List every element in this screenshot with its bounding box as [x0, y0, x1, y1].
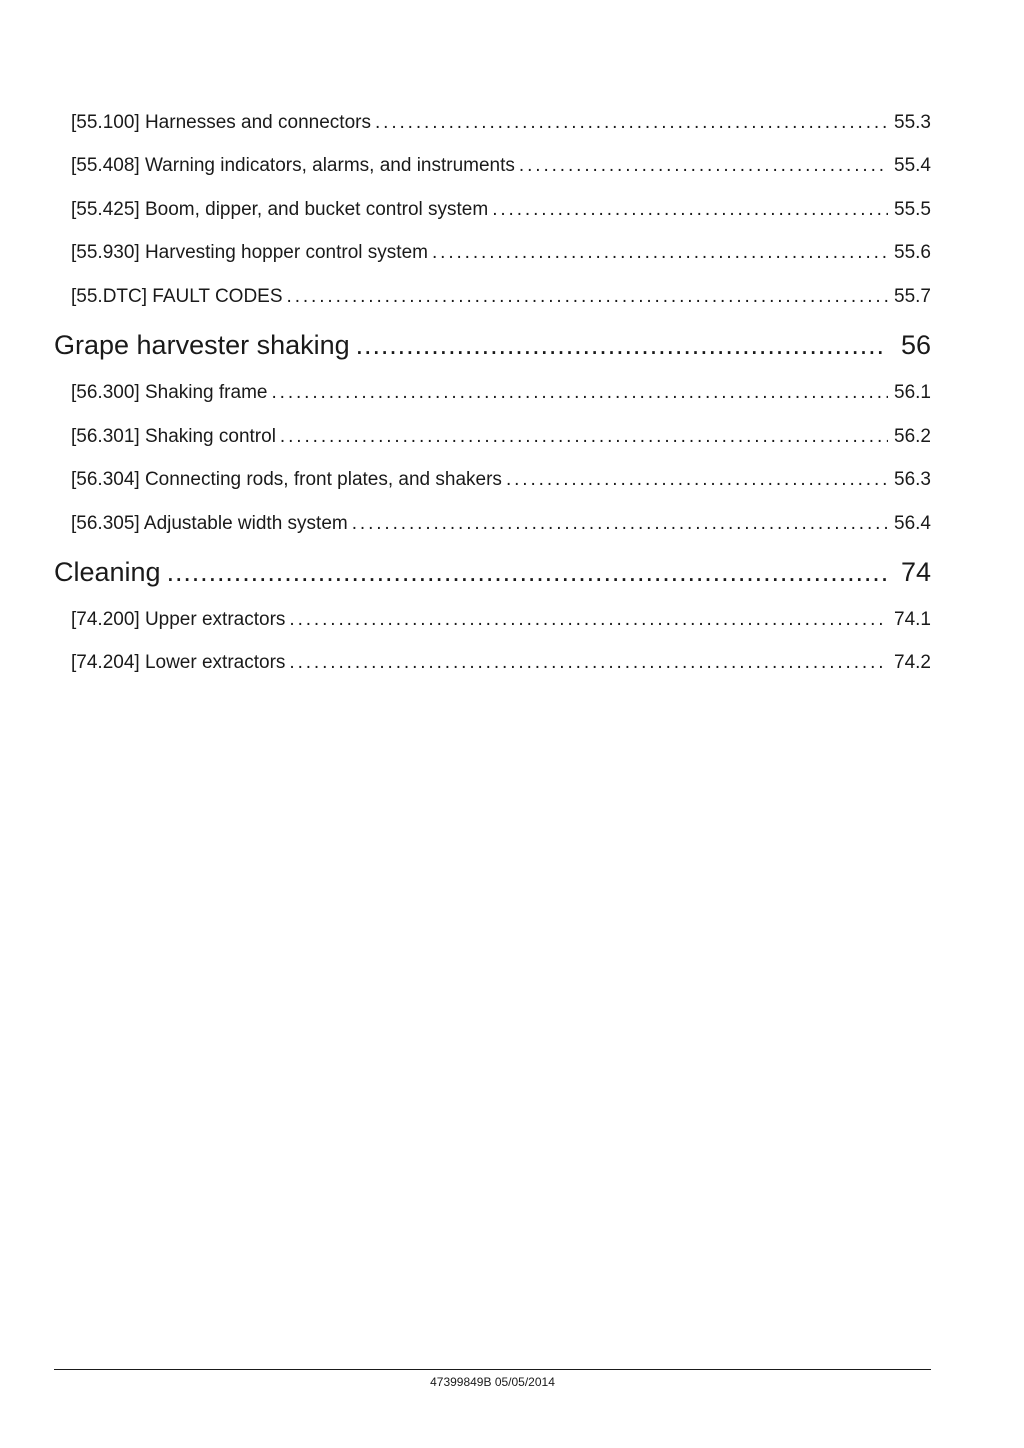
toc-chapter-grape-harvester-shaking[interactable]	[54, 330, 931, 366]
toc-entry-page: 55.6	[894, 242, 931, 263]
dot-leader	[352, 513, 888, 535]
footer-document-id: 47399849B 05/05/2014	[430, 1375, 555, 1389]
dot-leader	[287, 286, 889, 308]
dot-leader	[271, 382, 888, 404]
toc-entry-title: [55.408] Warning indicators, alarms, and instruments	[71, 155, 515, 176]
toc-entry-title: [55.425] Boom, dipper, and bucket control system	[71, 199, 489, 220]
toc-chapter-cleaning[interactable]	[54, 557, 931, 593]
toc-chapter-title: Cleaning	[54, 557, 161, 587]
toc-entry-title: [55.DTC] FAULT CODES	[71, 286, 283, 307]
toc-entry-56-304[interactable]	[71, 469, 931, 495]
dot-leader	[519, 155, 888, 177]
toc-entry-page: 55.4	[894, 155, 931, 176]
toc-entry-56-300[interactable]	[71, 382, 931, 408]
toc-entry-title: [56.305] Adjustable width system	[71, 513, 348, 534]
toc-entry-title: [56.301] Shaking control	[71, 426, 276, 447]
toc-entry-page: 56.4	[894, 513, 931, 534]
toc-entry-title: [56.300] Shaking frame	[71, 382, 268, 403]
dot-leader	[289, 652, 888, 674]
toc-entry-page: 55.3	[894, 112, 931, 133]
dot-leader	[167, 557, 887, 588]
toc-entry-55-930[interactable]	[71, 242, 931, 268]
toc-entry-title: [55.930] Harvesting hopper control system	[71, 242, 428, 263]
dot-leader	[356, 330, 887, 361]
toc-entry-56-301[interactable]	[71, 426, 931, 452]
toc-entry-74-204[interactable]	[71, 652, 931, 678]
toc-entry-page: 56.2	[894, 426, 931, 447]
dot-leader	[289, 609, 888, 631]
dot-leader	[280, 426, 888, 448]
toc-entry-55-425[interactable]	[71, 199, 931, 225]
toc-entry-title: [74.200] Upper extractors	[71, 609, 286, 630]
dot-leader	[492, 199, 888, 221]
dot-leader	[432, 242, 888, 264]
toc-entry-page: 55.7	[894, 286, 931, 307]
toc-entry-56-305[interactable]	[71, 513, 931, 539]
toc-chapter-title: Grape harvester shaking	[54, 330, 350, 360]
toc-entry-page: 56.3	[894, 469, 931, 490]
toc-entry-55-100[interactable]	[71, 112, 931, 138]
toc-entry-page: 55.5	[894, 199, 931, 220]
toc-entry-page: 74.1	[894, 609, 931, 630]
toc-entry-74-200[interactable]	[71, 609, 931, 635]
toc-entry-title: [55.100] Harnesses and connectors	[71, 112, 371, 133]
toc-entry-55-408[interactable]	[71, 155, 931, 181]
toc-entry-55-dtc[interactable]	[71, 286, 931, 312]
toc-chapter-page: 56	[900, 330, 931, 360]
toc-entry-title: [74.204] Lower extractors	[71, 652, 286, 673]
dot-leader	[375, 112, 888, 134]
toc-entry-title: [56.304] Connecting rods, front plates, and shakers	[71, 469, 502, 490]
toc-chapter-page: 74	[900, 557, 931, 587]
toc-entry-page: 56.1	[894, 382, 931, 403]
dot-leader	[506, 469, 888, 491]
footer-divider	[54, 1369, 931, 1370]
toc-entry-page: 74.2	[894, 652, 931, 673]
